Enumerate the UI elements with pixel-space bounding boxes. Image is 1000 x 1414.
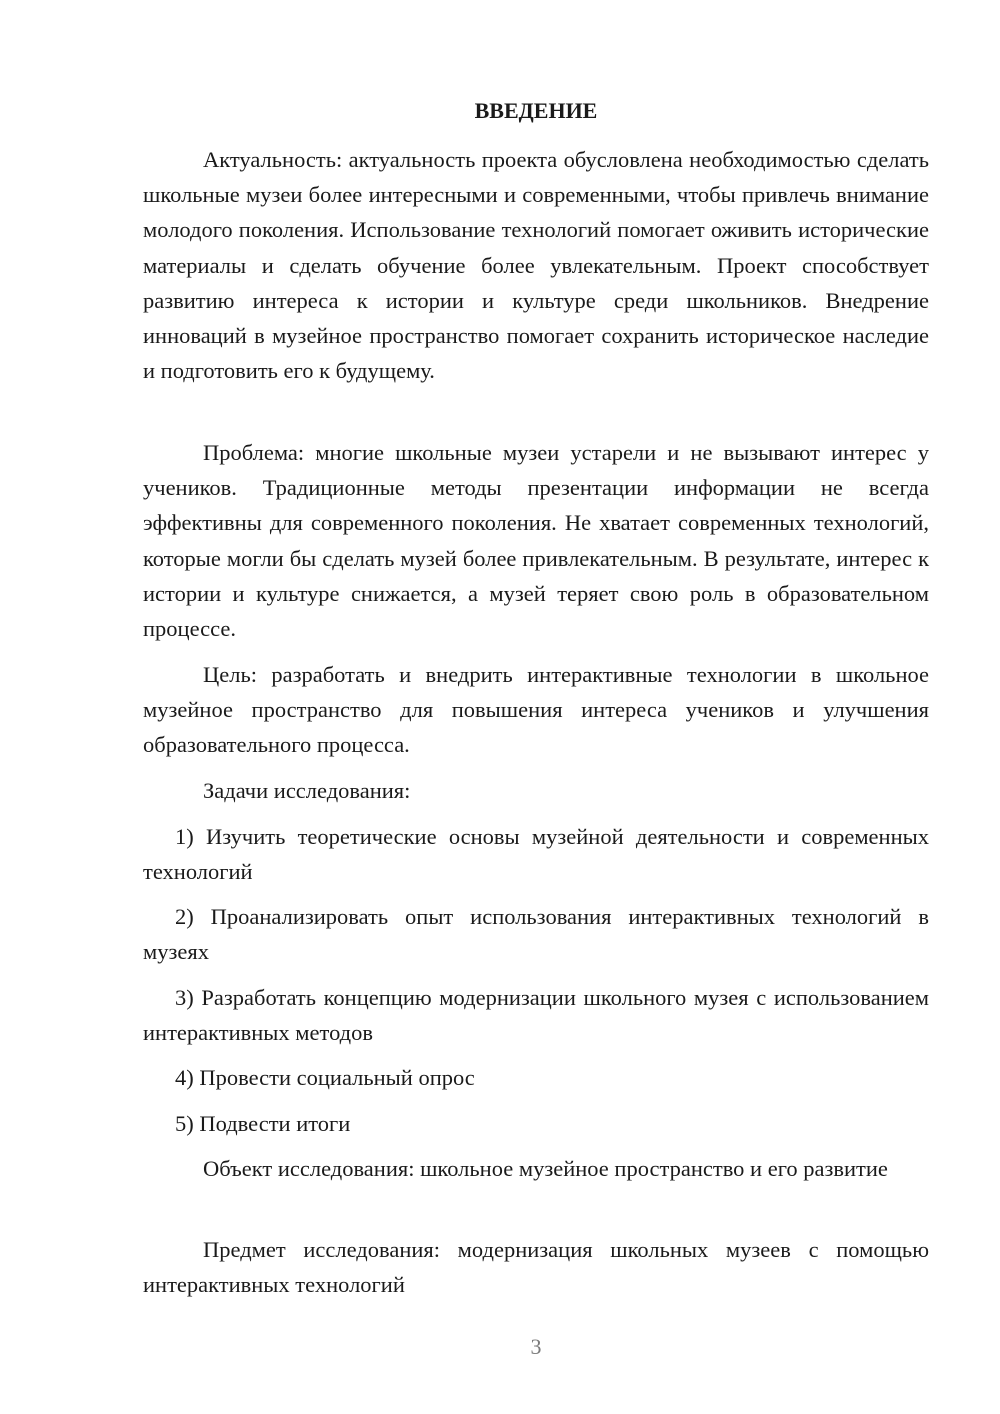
task-item-4: 4) Провести социальный опрос — [175, 1065, 475, 1090]
tasks-title: Задачи исследования: — [203, 778, 411, 803]
task-item-1: 1) Изучить теоретические основы музейной деятельности и современных технологий — [143, 824, 929, 885]
task-item-2: 2) Проанализировать опыт использования интерактивных технологий в музеях — [143, 904, 929, 965]
problem-paragraph: Проблема: многие школьные музеи устарели и не вызывают интерес у учеников. Традиционные методы презентации информации не всегда эффективны для современного поколения. Не хватает современных технологий, которые могли бы сделать музей более привлекательным. В результате, интерес к истории и культуре снижается, а музей теряет свою роль в образовательном процессе. — [143, 440, 929, 642]
actuality-paragraph: Актуальность: актуальность проекта обусловлена необходимостью сделать школьные музеи более интересными и современными, чтобы привлечь внимание молодого поколения. Использование технологий помогает оживить исторические материалы и сделать обучение более увлекательным. Проект способствует развитию интереса к истории и культуре среди школьников. Внедрение инноваций в музейное пространство помогает сохранить историческое наследие и подготовить его к будущему. — [143, 147, 929, 384]
task-item-3: 3) Разработать концепцию модернизации школьного музея с использованием интерактивных методов — [143, 985, 929, 1046]
page-number: 3 — [530, 1334, 542, 1359]
section-heading: ВВЕДЕНИЕ — [474, 98, 598, 123]
research-object-paragraph: Объект исследования: школьное музейное пространство и его развитие — [203, 1156, 888, 1181]
research-subject-paragraph: Предмет исследования: модернизация школьных музеев с помощью интерактивных технологий — [143, 1237, 929, 1298]
goal-paragraph: Цель: разработать и внедрить интерактивные технологии в школьное музейное пространство для повышения интереса учеников и улучшения образовательного процесса. — [143, 662, 929, 758]
task-item-5: 5) Подвести итоги — [175, 1111, 351, 1136]
